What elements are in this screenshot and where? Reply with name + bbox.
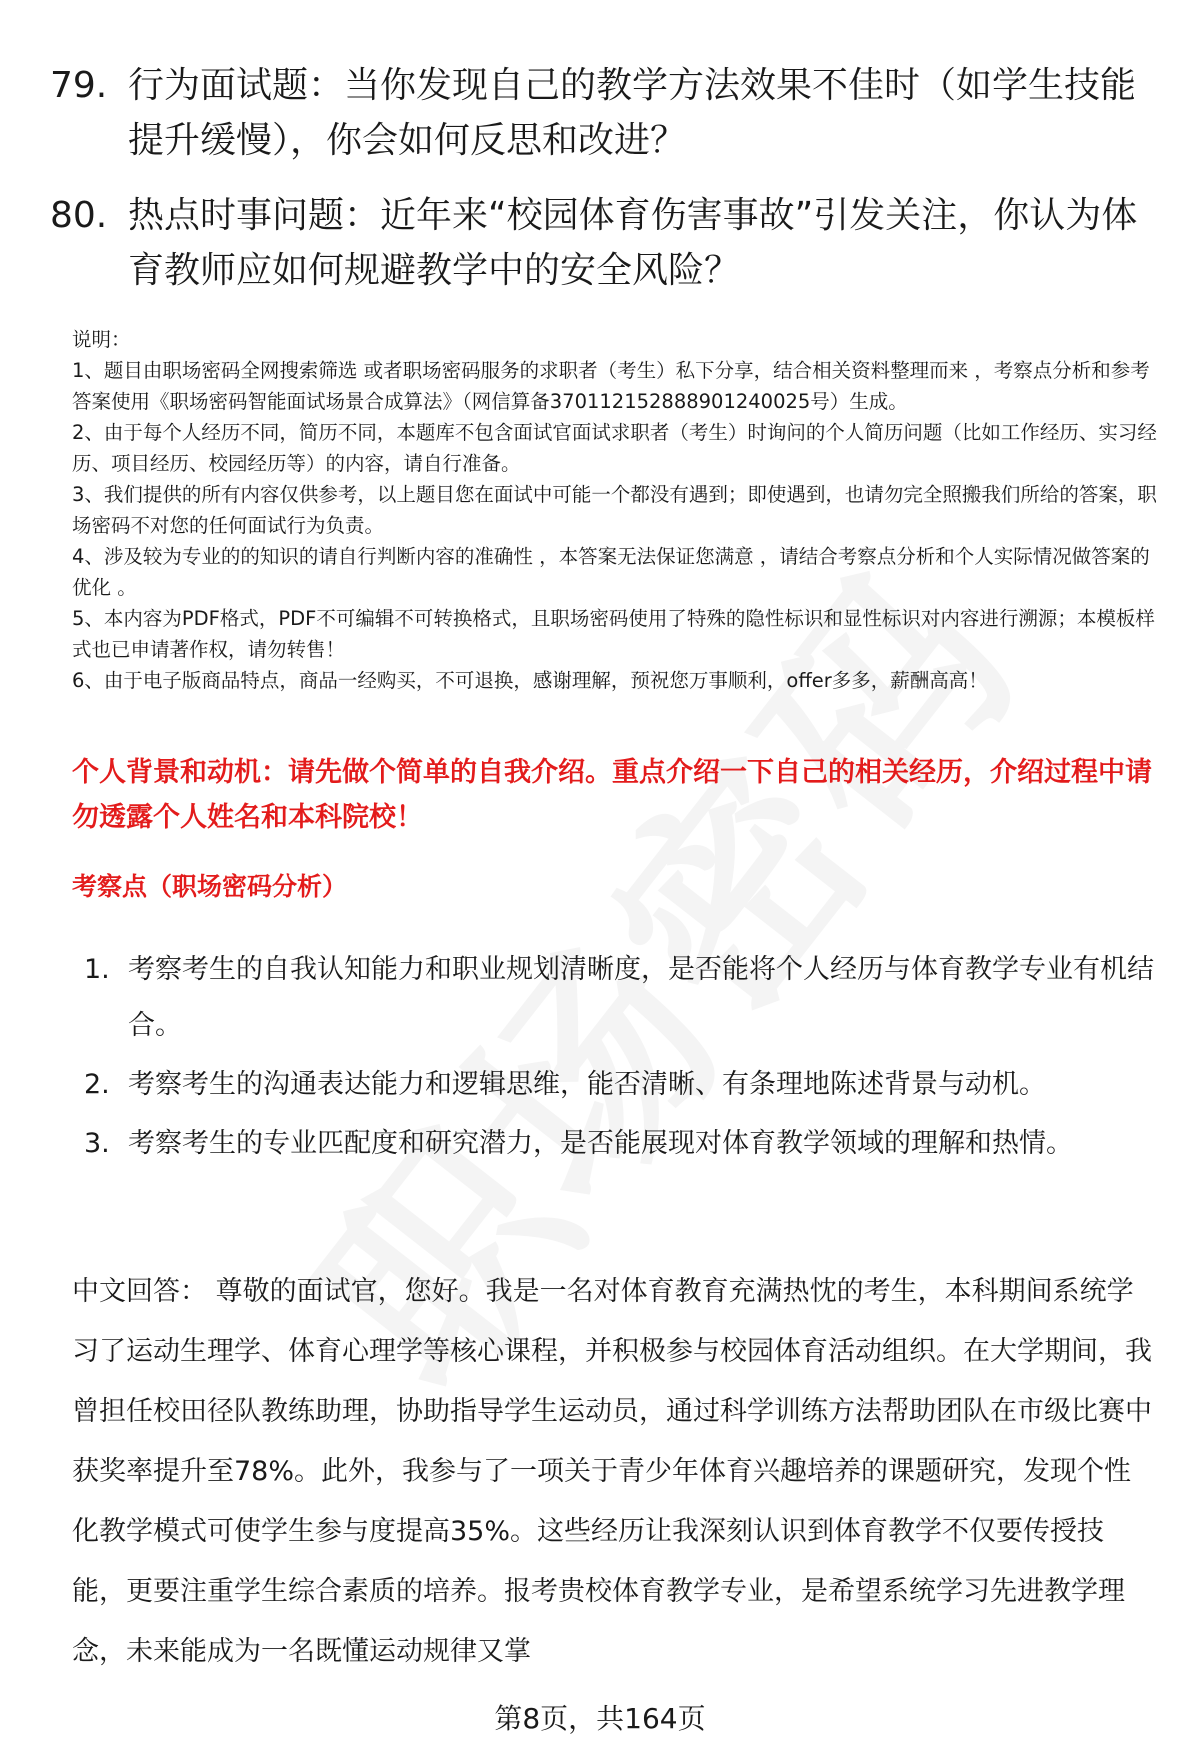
list-item: [84, 942, 1164, 1054]
analysis-points: [84, 942, 1164, 1175]
question-number: 80.: [50, 195, 108, 236]
note-item: 5、本内容为PDF格式，PDF不可编辑不可转换格式，且职场密码使用了特殊的隐性标识和显性标识对内容进行溯源；本模板样式也已申请著作权，请勿转售！: [72, 607, 1155, 661]
question-80: [50, 188, 1150, 298]
list-item: [84, 1116, 1164, 1172]
page-number: 第8页，共164页: [494, 1702, 706, 1735]
notes-block: [72, 324, 1162, 696]
list-item-number: 3.: [84, 1128, 110, 1159]
note-item: 1、题目由职场密码全网搜索筛选 或者职场密码服务的求职者（考生）私下分享，结合相关资料整理而来 ，考察点分析和参考答案使用《职场密码智能面试场景合成算法》（网信算备370112152888901240025号）生成。: [72, 359, 1150, 413]
list-item: [84, 1057, 1164, 1113]
list-item-number: 2.: [84, 1069, 110, 1100]
question-79: [50, 58, 1150, 168]
question-number: 79.: [50, 65, 108, 106]
answer-paragraph: 中文回答： 尊敬的面试官，您好。我是一名对体育教育充满热忱的考生，本科期间系统学习了运动生理学、体育心理学等核心课程，并积极参与校园体育活动组织。在大学期间，我曾担任校田径队教练助理，协助指导学生运动员，通过科学训练方法帮助团队在市级比赛中获奖率提升至78%。此外，我参与了一项关于青少年体育兴趣培养的课题研究，发现个性化教学模式可使学生参与度提高35%。这些经历让我深刻认识到体育教学不仅要传授技能，更要注重学生综合素质的培养。报考贵校体育教学专业，是希望系统学习先进教学理念，未来能成为一名既懂运动规律又掌: [72, 1276, 1152, 1667]
list-item-number: 1.: [84, 954, 110, 985]
note-item: 4、涉及较为专业的的知识的请自行判断内容的准确性 ，本答案无法保证您满意 ，请结合考察点分析和个人实际情况做答案的优化 。: [72, 545, 1150, 599]
section-title: 个人背景和动机：请先做个简单的自我介绍。重点介绍一下自己的相关经历，介绍过程中请勿透露个人姓名和本科院校！: [72, 757, 1152, 833]
question-text: 热点时事问题：近年来“校园体育伤害事故”引发关注，你认为体育教师应如何规避教学中的安全风险？: [128, 195, 1138, 291]
notes-title: 说明：: [72, 328, 131, 351]
list-item-text: 考察考生的沟通表达能力和逻辑思维，能否清晰、有条理地陈述背景与动机。: [128, 1069, 1046, 1100]
analysis-title: 考察点（职场密码分析）: [72, 872, 348, 901]
question-text: 行为面试题：当你发现自己的教学方法效果不佳时（如学生技能提升缓慢），你会如何反思和改进？: [128, 65, 1137, 161]
list-item-text: 考察考生的专业匹配度和研究潜力，是否能展现对体育教学领域的理解和热情。: [128, 1128, 1073, 1159]
note-item: 2、由于每个人经历不同，简历不同，本题库不包含面试官面试求职者（考生）时询问的个人简历问题（比如工作经历、实习经历、项目经历、校园经历等）的内容，请自行准备。: [72, 421, 1157, 475]
note-item: 3、我们提供的所有内容仅供参考，以上题目您在面试中可能一个都没有遇到；即使遇到，也请勿完全照搬我们所给的答案，职场密码不对您的任何面试行为负责。: [72, 483, 1157, 537]
note-item: 6、由于电子版商品特点，商品一经购买，不可退换，感谢理解，预祝您万事顺利，offer多多，薪酬高高！: [72, 669, 988, 692]
list-item-text: 考察考生的自我认知能力和职业规划清晰度，是否能将个人经历与体育教学专业有机结合。: [128, 954, 1154, 1041]
